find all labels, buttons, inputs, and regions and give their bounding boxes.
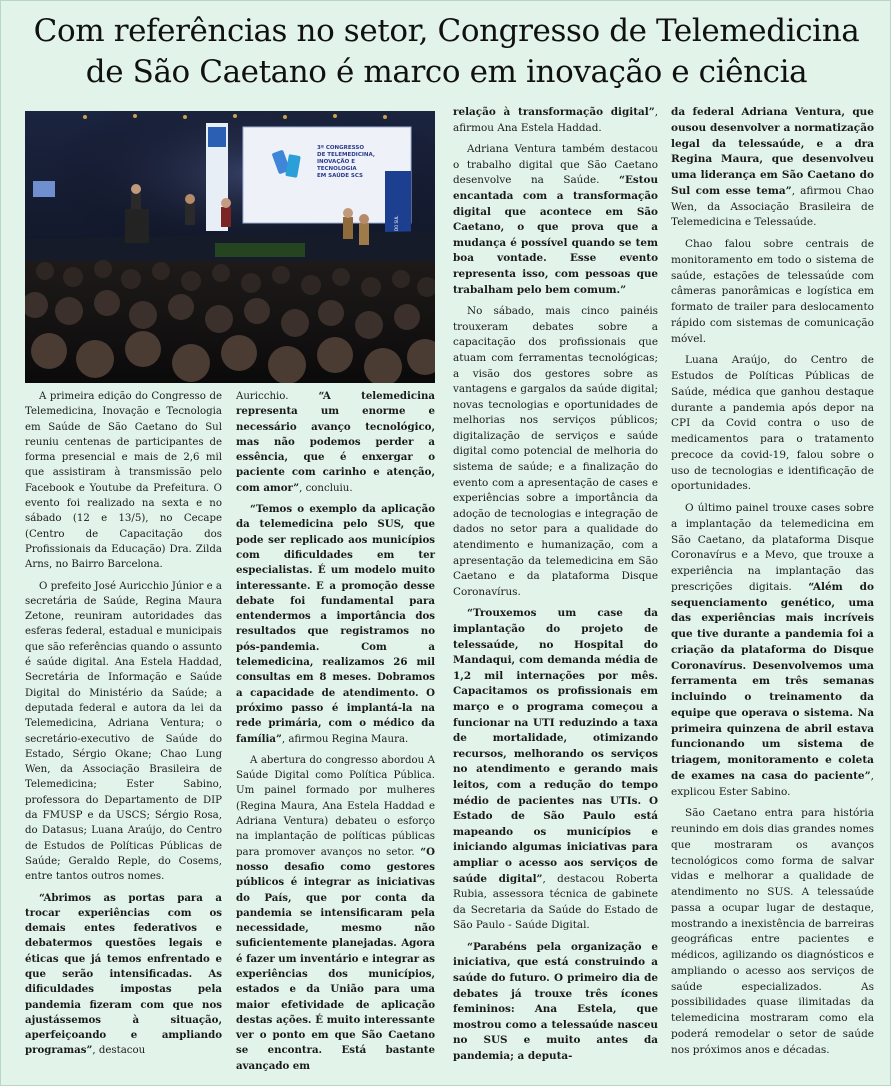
paragraph: O prefeito José Auricchio Júnior e a secretária de Saúde, Regina Maura Zetone, reuniram autoridades das esferas federal, estadual e municipais que são referências quando o assunto é saúde digital. Ana Estela Haddad, Secretária de Informação e Saúde Digital do Ministério da Saúde; a deputada federal e autora da lei da Telemedicina, Adriana Ventura; o secretário-executivo de Saúde do Estado, Sérgio Okane; Chao Lung Wen, da Associação Brasileira de Telemedicina; Ester Sabino, professora do Departamento de DIP da FMUSP e da USCS; Sérgio Rosa, do Datasus; Luana Araújo, do Centro de Estudos de Políticas Públicas de Saúde; Geraldo Reple, do Cosems, entre tantos outros nomes. <box>25 580 222 883</box>
paragraph: da federal Adriana Ventura, que ousou desenvolver a normatização legal da telessaúde, e a dra Regina Maura, que desenvolveu uma liderança em São Caetano do Sul com esse tema”, afirmou Chao Wen, da Associação Brasileira de Telemedicina e Telessaúde. <box>671 106 874 229</box>
headline-line-1: Com referências no setor, Congresso de Telemedicina <box>33 13 860 49</box>
screen-text-2: DE TELEMEDICINA, <box>317 152 375 158</box>
paragraph: A primeira edição do Congresso de Telemedicina, Inovação e Tecnologia em Saúde de São Caetano do Sul reuniu centenas de participantes de forma presencial e mais de 2,6 mil que assistiram à transmissão pelo Facebook e Youtube da Prefeitura. O evento foi realizado na sexta e no sábado (12 e 13/5), no Cecape (Centro de Capacitação dos Profissionais da Educação) Dra. Zilda Arns, no Bairro Barcelona. <box>25 391 222 571</box>
article-column-1 <box>25 389 222 1065</box>
article-column-2 <box>236 389 435 1080</box>
paragraph: A abertura do congresso abordou A Saúde Digital como Política Pública. Um painel formado por mulheres (Regina Maura, Ana Estela Haddad e Adriana Ventura) debateu o esforço na implantação de políticas públicas para promover avanços no setor. “O nosso desafio como gestores públicos é integrar as iniciativas do País, que por conta da pandemia se intensificaram pela necessidade, mesmo não suficientemente planejadas. Agora é fazer um inventário e integrar as experiências dos municípios, estados e da União para uma maior efetividade de aplicação destas ações. É muito interessante ver o ponto em que São Caetano se encontra. Está bastante avançado em <box>236 754 435 1072</box>
paragraph: São Caetano entra para história reunindo em dois dias grandes nomes que mostraram os avanços tecnológicos como forma de salvar vidas e melhorar a qualidade de atendimento no SUS. A telessaúde passa a ocupar lugar de destaque, mostrando a inexistência de barreiras geográficas entre pacientes e médicos, agilizando os diagnósticos e ampliando o acesso aos serviços de saúde especializados. As possibilidades quase ilimitadas da telemedicina mostraram como ela poderá remodelar o setor de saúde nos próximos anos e décadas. <box>671 807 874 1056</box>
quote: “Estou encantada com a transformação digital que acontece em São Caetano, o que prova que a mudança é possível quando se tem boa vontade. Esse evento representa isso, com pessoas que trabalham pelo bem comum.” <box>453 174 658 296</box>
quote: relação à transformação digital” <box>453 106 655 118</box>
paragraph: “Trouxemos um case da implantação do projeto de telessaúde, no Hospital do Mandaqui, com demanda média de 1,2 mil internações por mês. Capacitamos os profissionais em março e o programa começou a funcionar na UTI reduzindo a taxa de mortalidade, otimizando recursos, melhorando os serviços no atendimento e gerando mais leitos, com a redução do tempo médio de pacientes nas UTIs. O Estado de São Paulo está mapeando os municípios e iniciando algumas iniciativas para ampliar o acesso aos serviços de saúde digital”, destacou Roberta Rubia, assessora técnica de gabinete da Secretaria da Saúde do Estado de São Paulo - Saúde Digital. <box>453 607 658 932</box>
paragraph: “Temos o exemplo da aplicação da telemedicina pelo SUS, que pode ser replicado aos municípios com dificuldades em ter especialistas. É um modelo muito interessante. E a promoção desse debate foi fundamental para entendermos a importância dos resultados que registramos no pós-pandemia. Com a telemedicina, realizamos 26 mil consultas em 8 meses. Dobramos a capacidade de atendimento. O próximo passo é implantá-la na rede primária, com o médico da família”, afirmou Regina Maura. <box>236 503 435 745</box>
paragraph <box>453 940 658 1065</box>
event-photo <box>25 111 435 383</box>
paragraph: Luana Araújo, do Centro de Estudos de Políticas Públicas de Saúde, médica que ganhou destaque durante a pandemia após depor na CPI da Covid contra o uso de medicamentos para o tratamento precoce da covid-19, falou sobre o uso de tecnologias e identificação de oportunidades. <box>671 354 874 493</box>
headline <box>11 11 882 93</box>
quote: da federal Adriana Ventura, que ousou desenvolver a normatização legal da telessaúde, e a dra Regina Maura, que desenvolveu uma liderança em São Caetano do Sul com esse tema” <box>671 106 874 197</box>
screen-text-1: 3º CONGRESSO <box>317 145 365 151</box>
quote: “Parabéns pela organização e iniciativa, que está construindo a saúde do futuro. O primeiro dia de debates já trouxe três ícones femininos: Ana Estela, que mostrou como a telessaúde nasceu no SUS e muito antes da pandemia; a deputa- <box>453 940 658 1063</box>
paragraph: Auricchio. “A telemedicina representa um enorme e necessário avanço tecnológico, mas não podemos perder a essência, que é enxergar o paciente com carinho e atenção, com amor”, concluiu. <box>236 390 435 494</box>
paragraph: “Abrimos as portas para a trocar experiências com os demais entes federativos e debatermos questões legais e éticas que já temos enfrentado e que serão intensificadas. As dificuldades impostas pela pandemia fizeram com que nos ajustássemos à situação, aperfeiçoando e ampliando programas”, destacou <box>25 891 222 1057</box>
quote: “O nosso desafio como gestores públicos é integrar as iniciativas do País, que por conta da pandemia se intensificaram pela necessidade, mesmo não suficientemente planejadas. Agora é fazer um inventário e integrar as experiências dos municípios, estados e da União para uma maior efetividade de aplicação destas ações. É muito interessante ver o ponto em que São Caetano se encontra. Está bastante avançado em <box>236 845 435 1072</box>
article-column-3 <box>453 105 658 1071</box>
quote: “Temos o exemplo da aplicação da telemedicina pelo SUS, que pode ser replicado aos municípios com dificuldades em ter especialistas. É um modelo muito interessante. E a promoção desse debate foi fundamental para entendermos a importância dos resultados que registramos no pós-pandemia. Com a telemedicina, realizamos 26 mil consultas em 8 meses. Dobramos a capacidade de atendimento. O próximo passo é implantá-la na rede primária, com o médico da família” <box>236 503 435 745</box>
quote: “Abrimos as portas para a trocar experiências com os demais entes federativos e debatermos questões legais e éticas que já temos enfrentado e que serão intensificadas. As dificuldades impostas pela pandemia fizeram com que nos ajustássemos à situação, aperfeiçoando e ampliando programas” <box>25 891 222 1057</box>
paragraph: Chao falou sobre centrais de monitoramento em todo o sistema de saúde, estações de telessaúde com câmeras panorâmicas e logística em formato de trailer para deslocamento rápido com sistemas de comunicação móvel. <box>671 238 874 345</box>
paragraph: No sábado, mais cinco painéis trouxeram debates sobre a capacitação dos profissionais que atuam com ferramentas tecnológicas; a visão dos gestores sobre as vantagens e gargalos da saúde digital; novas tecnologias e oportunidades de melhorias nos serviços públicos; digitalização de serviços e saúde digital como potencial de melhoria do sistema de saúde; e a finalização do evento com a apresentação de cases e experiências sobre a importância da adoção de tecnologias e integração de dados no setor para a qualidade do atendimento e humanização, com a apresentação da telemedicina em São Caetano e da plataforma Disque Coronavírus. <box>453 305 658 598</box>
screen-text-5: EM SAÚDE SCS <box>317 173 363 179</box>
quote: “Além do sequenciamento genético, uma das experiências mais incríveis que tive durante a pandemia foi a criação da plataforma do Disque Coronavírus. Desenvolvemos uma ferramenta em três semanas incluindo o treinamento da equipe que operava o sistema. Na primeira quinzena de abril estava funcionando um sistema de triagem, monitoramento e coleta de exames na casa do paciente” <box>671 580 874 782</box>
article-column-4 <box>671 105 874 1064</box>
paragraph: O último painel trouxe cases sobre a implantação da telemedicina em São Caetano, da plataforma Disque Coronavírus e a Mevo, que trouxe a experiência na implantação das prescrições digitais. “Além do sequenciamento genético, uma das experiências mais incríveis que tive durante a pandemia foi a criação da plataforma do Disque Coronavírus. Desenvolvemos uma ferramenta em três semanas incluindo o treinamento da equipe que operava o sistema. Na primeira quinzena de abril estava funcionando um sistema de triagem, monitoramento e coleta de exames na casa do paciente”, explicou Ester Sabino. <box>671 502 874 798</box>
paragraph: Adriana Ventura também destacou o trabalho digital que São Caetano desenvolve na Saúde. “Estou encantada com a transformação digital que acontece em São Caetano, o que prova que a mudança é possível quando se tem boa vontade. Esse evento representa isso, com pessoas que trabalham pelo bem comum.” <box>453 143 658 296</box>
screen-text-4: TECNOLOGIA <box>317 166 357 172</box>
headline-line-2: de São Caetano é marco em inovação e ciência <box>85 54 808 90</box>
paragraph: relação à transformação digital”, afirmou Ana Estela Haddad. <box>453 106 658 134</box>
screen-text-3: INOVAÇÃO E <box>317 159 355 165</box>
quote: “Trouxemos um case da implantação do projeto de telessaúde, no Hospital do Mandaqui, com demanda média de 1,2 mil internações por mês. Capacitamos os profissionais em março e o programa começou a funcionar na UTI reduzindo a taxa de mortalidade, otimizando recursos, melhorando os serviços no atendimento e gerando mais leitos, com a redução do tempo médio de pacientes nas UTIs. O Estado de São Paulo está mapeando os municípios e iniciando algumas iniciativas para ampliar o acesso aos serviços de saúde digital” <box>453 607 658 885</box>
quote: “A telemedicina representa um enorme e necessário avanço tecnológico, mas não podemos perder a essência, que é enxergar o paciente com carinho e atenção, com amor” <box>236 390 435 494</box>
